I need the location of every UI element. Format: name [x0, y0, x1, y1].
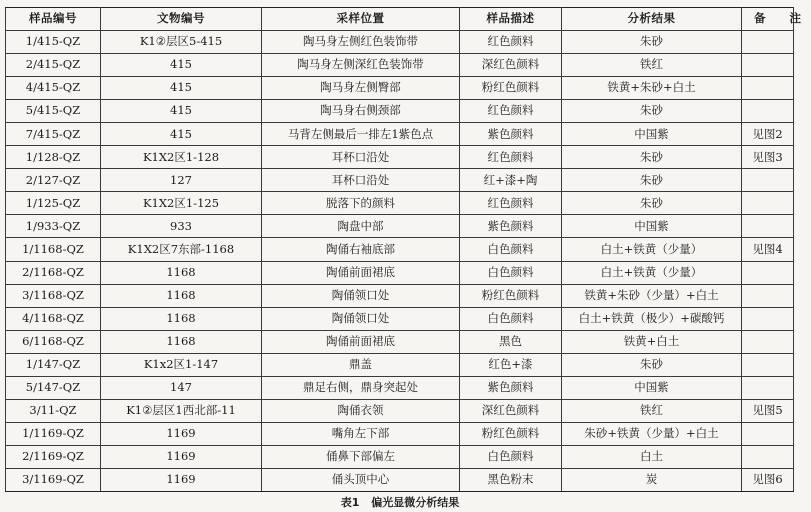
header-sampling-location: 采样位置 — [262, 8, 460, 31]
cell-sampling-location: 陶俑衣领 — [262, 399, 460, 422]
cell-artifact-id: K1X2区1-128 — [101, 146, 262, 169]
cell-notes — [742, 307, 794, 330]
table-row — [6, 399, 794, 422]
cell-analysis-result: 白土 — [562, 445, 742, 468]
cell-artifact-id: 147 — [101, 376, 262, 399]
table-row — [6, 123, 794, 146]
table-row — [6, 376, 794, 399]
cell-notes — [742, 284, 794, 307]
cell-sample-id: 3/11-QZ — [6, 399, 101, 422]
cell-artifact-id: 415 — [101, 77, 262, 100]
cell-sampling-location: 耳杯口沿处 — [262, 169, 460, 192]
cell-sample-description: 白色颜料 — [460, 261, 562, 284]
cell-notes — [742, 169, 794, 192]
cell-analysis-result: 炭 — [562, 468, 742, 491]
cell-sampling-location: 马背左侧最后一排左1紫色点 — [262, 123, 460, 146]
cell-artifact-id: 1168 — [101, 307, 262, 330]
cell-artifact-id: K1②层区1西北部-11 — [101, 399, 262, 422]
table-row — [6, 215, 794, 238]
cell-artifact-id: 1168 — [101, 284, 262, 307]
cell-artifact-id: 1169 — [101, 468, 262, 491]
cell-sampling-location: 俑鼻下部偏左 — [262, 445, 460, 468]
cell-notes: 见图2 — [742, 123, 794, 146]
table-row — [6, 307, 794, 330]
table-row — [6, 100, 794, 123]
header-artifact-id: 文物编号 — [101, 8, 262, 31]
table-row — [6, 284, 794, 307]
cell-artifact-id: 415 — [101, 54, 262, 77]
table-row — [6, 146, 794, 169]
cell-sample-description: 粉红色颜料 — [460, 422, 562, 445]
header-sample-description: 样品描述 — [460, 8, 562, 31]
cell-sampling-location: 耳杯口沿处 — [262, 146, 460, 169]
cell-analysis-result: 铁红 — [562, 54, 742, 77]
table-row — [6, 192, 794, 215]
cell-sample-description: 红色+漆 — [460, 353, 562, 376]
table-row — [6, 238, 794, 261]
cell-analysis-result: 朱砂+铁黄（少量）+白土 — [562, 422, 742, 445]
table-row — [6, 330, 794, 353]
cell-analysis-result: 中国紫 — [562, 215, 742, 238]
cell-notes — [742, 215, 794, 238]
cell-analysis-result: 朱砂 — [562, 353, 742, 376]
cell-analysis-result: 朱砂 — [562, 146, 742, 169]
cell-sample-description: 红色颜料 — [460, 31, 562, 54]
cell-sampling-location: 鼎盖 — [262, 353, 460, 376]
cell-sample-id: 1/415-QZ — [6, 31, 101, 54]
cell-sample-id: 1/147-QZ — [6, 353, 101, 376]
table-row — [6, 261, 794, 284]
cell-sample-id: 2/127-QZ — [6, 169, 101, 192]
cell-sampling-location: 陶俑领口处 — [262, 307, 460, 330]
cell-sampling-location: 脱落下的颜料 — [262, 192, 460, 215]
cell-analysis-result: 朱砂 — [562, 100, 742, 123]
cell-sample-id: 1/125-QZ — [6, 192, 101, 215]
cell-sample-id: 3/1169-QZ — [6, 468, 101, 491]
cell-sample-id: 1/1169-QZ — [6, 422, 101, 445]
cell-artifact-id: K1X2区1-125 — [101, 192, 262, 215]
header-sample-id: 样品编号 — [6, 8, 101, 31]
cell-notes — [742, 422, 794, 445]
table-caption — [0, 494, 800, 510]
cell-analysis-result: 朱砂 — [562, 31, 742, 54]
cell-artifact-id: 415 — [101, 123, 262, 146]
cell-sample-id: 7/415-QZ — [6, 123, 101, 146]
cell-notes — [742, 77, 794, 100]
cell-artifact-id: 415 — [101, 100, 262, 123]
cell-artifact-id: K1x2区1-147 — [101, 353, 262, 376]
table-row — [6, 445, 794, 468]
cell-artifact-id: K1②层区5-415 — [101, 31, 262, 54]
cell-notes — [742, 54, 794, 77]
cell-sample-id: 2/1168-QZ — [6, 261, 101, 284]
table-body — [6, 31, 794, 492]
cell-sample-description: 红色颜料 — [460, 100, 562, 123]
cell-sample-description: 紫色颜料 — [460, 123, 562, 146]
cell-sample-id: 3/1168-QZ — [6, 284, 101, 307]
cell-artifact-id: 127 — [101, 169, 262, 192]
table-header-row — [6, 8, 794, 31]
header-analysis-result: 分析结果 — [562, 8, 742, 31]
cell-sampling-location: 俑头顶中心 — [262, 468, 460, 491]
cell-artifact-id: 1169 — [101, 422, 262, 445]
cell-sample-description: 黑色 — [460, 330, 562, 353]
cell-analysis-result: 白土+铁黄（少量） — [562, 261, 742, 284]
cell-sample-description: 紫色颜料 — [460, 376, 562, 399]
cell-artifact-id: K1X2区7东部-1168 — [101, 238, 262, 261]
cell-sample-id: 1/128-QZ — [6, 146, 101, 169]
cell-notes: 见图3 — [742, 146, 794, 169]
cell-notes — [742, 330, 794, 353]
cell-sample-description: 黑色粉末 — [460, 468, 562, 491]
cell-sample-description: 深红色颜料 — [460, 399, 562, 422]
table-row — [6, 353, 794, 376]
table-row — [6, 77, 794, 100]
cell-artifact-id: 1168 — [101, 330, 262, 353]
cell-sampling-location: 陶马身左侧臀部 — [262, 77, 460, 100]
cell-sample-description: 粉红色颜料 — [460, 284, 562, 307]
cell-sample-id: 2/415-QZ — [6, 54, 101, 77]
cell-sampling-location: 陶俑前面裙底 — [262, 261, 460, 284]
cell-sample-id: 6/1168-QZ — [6, 330, 101, 353]
cell-sample-id: 4/1168-QZ — [6, 307, 101, 330]
table-row — [6, 31, 794, 54]
cell-artifact-id: 1168 — [101, 261, 262, 284]
cell-sample-description: 红+漆+陶 — [460, 169, 562, 192]
cell-analysis-result: 中国紫 — [562, 376, 742, 399]
cell-notes — [742, 261, 794, 284]
cell-analysis-result: 朱砂 — [562, 192, 742, 215]
cell-sampling-location: 陶俑领口处 — [262, 284, 460, 307]
cell-sample-id: 1/933-QZ — [6, 215, 101, 238]
header-notes: 备 注 — [742, 8, 794, 31]
cell-notes: 见图5 — [742, 399, 794, 422]
caption-title: 偏光显微分析结果 — [371, 496, 460, 509]
cell-notes — [742, 192, 794, 215]
cell-analysis-result: 铁红 — [562, 399, 742, 422]
cell-analysis-result: 铁黄+朱砂（少量）+白土 — [562, 284, 742, 307]
cell-sampling-location: 陶盘中部 — [262, 215, 460, 238]
analysis-results-table — [5, 7, 811, 492]
cell-analysis-result: 朱砂 — [562, 169, 742, 192]
cell-notes — [742, 100, 794, 123]
cell-sample-id: 1/1168-QZ — [6, 238, 101, 261]
table-row — [6, 169, 794, 192]
cell-notes — [742, 353, 794, 376]
cell-sampling-location: 陶俑右袖底部 — [262, 238, 460, 261]
cell-sampling-location: 鼎足右侧，鼎身突起处 — [262, 376, 460, 399]
table-row — [6, 468, 794, 491]
cell-analysis-result: 白土+铁黄（极少）+碳酸钙 — [562, 307, 742, 330]
cell-analysis-result: 白土+铁黄（少量） — [562, 238, 742, 261]
cell-sample-description: 白色颜料 — [460, 445, 562, 468]
cell-artifact-id: 933 — [101, 215, 262, 238]
cell-sampling-location: 陶马身右侧颈部 — [262, 100, 460, 123]
cell-sample-id: 5/415-QZ — [6, 100, 101, 123]
cell-artifact-id: 1169 — [101, 445, 262, 468]
cell-sample-description: 白色颜料 — [460, 307, 562, 330]
table-row — [6, 54, 794, 77]
cell-sample-id: 4/415-QZ — [6, 77, 101, 100]
cell-notes — [742, 31, 794, 54]
caption-label: 表1 — [340, 496, 360, 509]
cell-sample-description: 红色颜料 — [460, 192, 562, 215]
cell-sample-description: 紫色颜料 — [460, 215, 562, 238]
cell-notes: 见图4 — [742, 238, 794, 261]
cell-sample-description: 深红色颜料 — [460, 54, 562, 77]
cell-notes — [742, 376, 794, 399]
cell-sample-description: 红色颜料 — [460, 146, 562, 169]
cell-sampling-location: 陶马身左侧红色装饰带 — [262, 31, 460, 54]
cell-sampling-location: 陶俑前面裙底 — [262, 330, 460, 353]
cell-analysis-result: 铁黄+白土 — [562, 330, 742, 353]
cell-sampling-location: 嘴角左下部 — [262, 422, 460, 445]
cell-notes — [742, 445, 794, 468]
cell-sampling-location: 陶马身左侧深红色装饰带 — [262, 54, 460, 77]
table-row — [6, 422, 794, 445]
cell-sample-id: 5/147-QZ — [6, 376, 101, 399]
cell-analysis-result: 中国紫 — [562, 123, 742, 146]
cell-analysis-result: 铁黄+朱砂+白土 — [562, 77, 742, 100]
cell-notes: 见图6 — [742, 468, 794, 491]
cell-sample-id: 2/1169-QZ — [6, 445, 101, 468]
cell-sample-description: 白色颜料 — [460, 238, 562, 261]
cell-sample-description: 粉红色颜料 — [460, 77, 562, 100]
